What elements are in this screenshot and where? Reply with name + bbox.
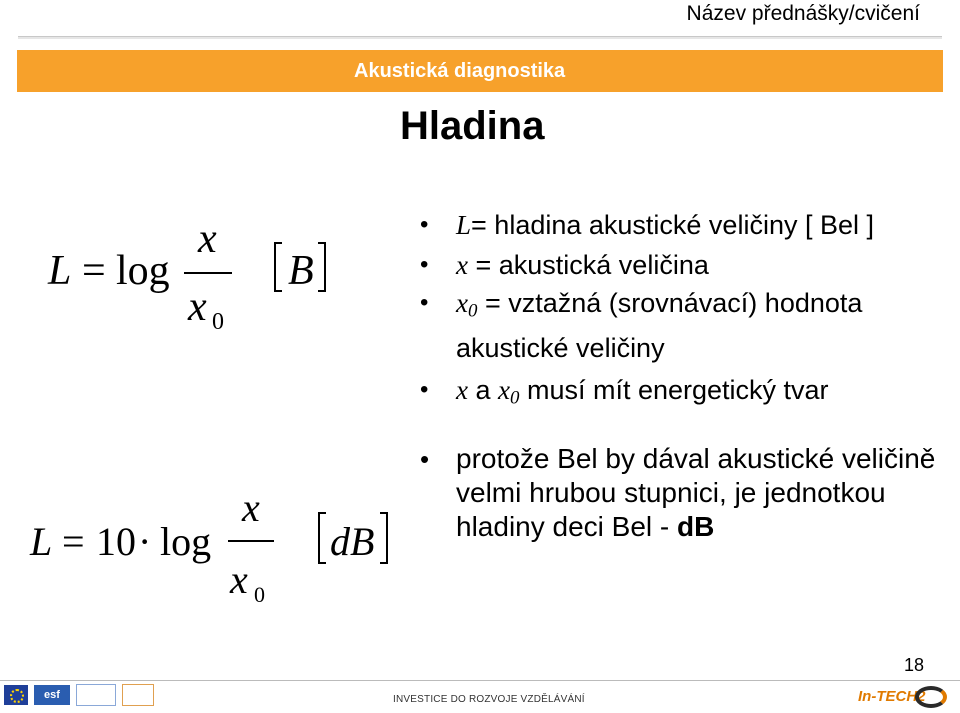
formula-unit: B [288,248,314,294]
eu-flag-logo [4,685,28,705]
esf-logo: esf [34,685,70,705]
formula-equals: = [62,519,85,564]
list-item-text: protože Bel by dával akustické veličině velmi hrubou stupnici, je jednotkou hladiny deci Bel - [456,443,936,542]
formula-bel [48,210,348,340]
fraction-line [184,272,232,274]
formula-denominator-sub: 0 [212,309,224,335]
variable-subscript: 0 [467,300,478,322]
explanation-list [420,442,940,544]
formula-lhs: L [48,248,72,294]
formula-equals: = [82,248,106,294]
footer-divider [0,680,960,681]
list-item-text: a [467,374,499,405]
intech-logo: In-TECH2 [858,688,926,705]
definitions-list [420,205,940,418]
bracket-left [274,242,282,292]
list-item [420,442,940,544]
list-item-text: = hladina akustické veličiny [ Bel ] [471,210,874,240]
bracket-right [318,242,326,292]
fraction-line [228,540,274,542]
course-title: Název přednášky/cvičení [686,2,920,25]
formula-denominator: x [188,284,207,330]
ministry-logo [76,684,116,706]
variable: L [456,210,472,240]
formula-lhs: L [30,519,53,564]
formula-denominator: x [230,557,248,602]
subject-label: Akustická diagnostika [354,60,566,82]
bracket-left [318,512,326,564]
variable-subscript: 0 [510,387,520,409]
formula-numerator: x [198,216,217,262]
formula-dot: · [138,519,152,564]
formula-denominator-sub: 0 [254,582,265,607]
header-divider [18,36,942,39]
list-item-bold: dB [677,511,715,542]
slide-title: Hladina [400,104,545,148]
formula-decibel [30,485,410,618]
list-item [420,245,940,285]
list-item [420,205,940,245]
variable: x [498,374,510,405]
swirl-logo-icon [915,686,947,708]
list-item-text: = vztažná (srovnávací) hodnota akustické veličiny [456,288,863,363]
bracket-right [380,512,388,564]
formula-log: log [116,248,170,294]
list-item-text: = akustická veličina [467,250,709,280]
formula-log: log [160,519,212,564]
variable: x [456,250,468,280]
funding-text: INVESTICE DO ROZVOJE VZDĚLÁVÁNÍ [393,694,585,705]
variable: x [456,288,468,318]
formula-numerator: x [242,485,260,530]
formula-unit: dB [330,519,375,564]
funding-logos [4,684,154,706]
op-logo [122,684,154,706]
subject-banner [17,50,943,92]
list-item [420,285,940,366]
formula-coefficient: 10 [96,519,136,564]
list-item [420,370,940,419]
list-item-text: musí mít energetický tvar [519,374,829,405]
page-number: 18 [904,655,925,675]
variable: x [456,374,468,405]
